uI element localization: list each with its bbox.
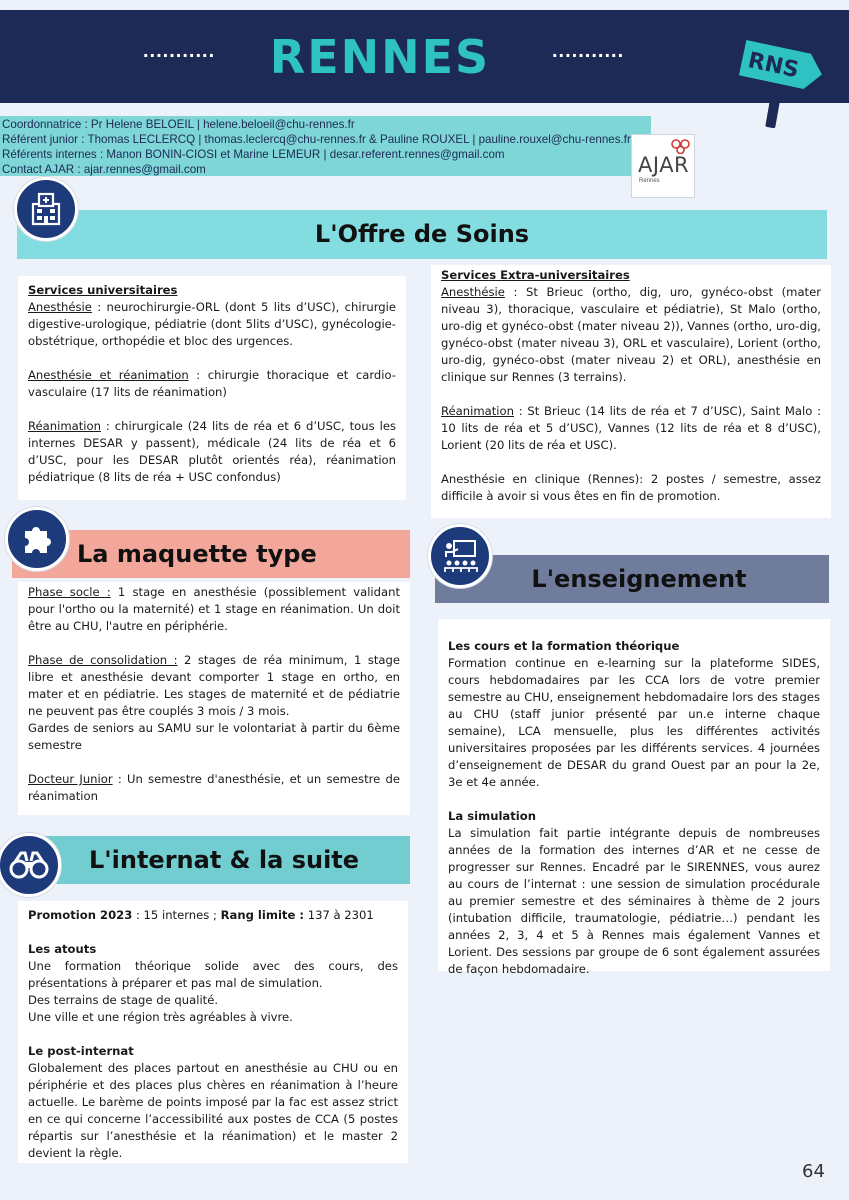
atouts-heading: Les atouts	[28, 942, 97, 956]
atout-item: Une ville et une région très agréables à vivre.	[28, 1010, 293, 1024]
services-extra-universitaires-box	[431, 265, 831, 518]
univ-reanimation: Réanimation : chirurgicale (24 lits de réa et 6 d’USC, tous les internes DESAR y passent), médicale (24 lits de réa et 6 d’USC, pour les DESAR plutôt orientés réa), réanimation pédiatrique (8 lits de réa + USC confondus)	[28, 419, 396, 484]
header-dots-left: ...........	[143, 40, 216, 62]
extra-anesthesie: Anesthésie : St Brieuc (ortho, dig, uro, gynéco-obst (mater niveau 3), thoracique, vasculaire et pédiatrie), St Malo (ortho, uro-dig et gynéco-obst (mater niveau 2)), Vannes (ortho, uro-dig, gynéco-obst (mater niveau 3), ORL et vasculaire), Lorient (ortho, uro-dig, gynéco-obst (mater niveau 2) et ORL), anesthésie en clinique sur Rennes (3 terrains).	[441, 285, 821, 384]
enseignement-box	[438, 619, 830, 976]
section-title-offre: L'Offre de Soins	[17, 210, 827, 259]
univ-anesthesie-reanimation: Anesthésie et réanimation : chirurgie thoracique et cardio-vasculaire (17 lits de réanimation)	[28, 368, 396, 399]
maquette-consolidation: Phase de consolidation : 2 stages de réa minimum, 1 stage libre et anesthésie devant comporter 1 stage en ortho, en mater et en pédiatrie. Les stages de maternité et de pédiatrie ne peuvent pas être couplés 3 mois / 3 mois.	[28, 653, 401, 718]
section-title-enseignement: L'enseignement	[435, 555, 829, 603]
hospital-icon	[14, 177, 78, 241]
cours-heading: Les cours et la formation théorique	[448, 639, 680, 653]
maquette-box	[18, 582, 410, 815]
section-title-internat: L'internat & la suite	[17, 836, 410, 884]
contact-referent-junior: Référent junior : Thomas LECLERCQ | thomas.leclercq@chu-rennes.fr & Pauline ROUXEL | pauline.rouxel@chu-rennes.fr	[2, 133, 631, 146]
maquette-docteur-junior: Docteur Junior : Un semestre d'anesthésie, et un semestre de réanimation	[28, 772, 401, 803]
cours-text: Formation continue en e-learning sur la plateforme SIDES, cours hebdomadaires par les CCA lors de votre premier semestre au CHU, enseignement hebdomadaire lors des stages au CHU (staff junior présenté par un.e interne chaque semaine), LCA mensuelle, plus les différentes activités universitaires proposées par les différents services. 4 journées d’enseignement de DESAR du grand Ouest par an pour la 2e, 3e et 4e année.	[448, 656, 820, 789]
binoculars-icon	[0, 833, 61, 897]
signpost-icon	[732, 30, 832, 128]
contacts-block	[0, 116, 651, 176]
promotion-line: Promotion 2023 : 15 internes ; Rang limite : 137 à 2301	[28, 908, 374, 922]
univ-anesthesie: Anesthésie : neurochirurgie-ORL (dont 5 lits d’USC), chirurgie digestive-urologique, pédiatrie (dont 5lits d’USC), gynécologie-obstétrique, orthopédie et bloc des urgences.	[28, 300, 396, 348]
ajar-logo	[631, 134, 695, 198]
post-internat-text: Globalement des places partout en anesthésie au CHU ou en périphérie et des places plus chères en réanimation à l’heure actuelle. Le barème de points imposé par la fac est assez strict en ce qui concerne l’accessibilité aux postes de CCA (5 postes répartis sur l’anesthésie et la réanimation) et le master 2 devient la règle.	[28, 1061, 398, 1160]
logo-name: AJAR	[638, 153, 690, 177]
univ-heading: Services universitaires	[28, 283, 178, 297]
simulation-heading: La simulation	[448, 809, 536, 823]
contact-ajar: Contact AJAR : ajar.rennes@gmail.com	[2, 163, 206, 176]
page-title: RENNES	[269, 30, 491, 84]
contact-referents-internes: Référents internes : Manon BONIN-CIOSI et Marine LEMEUR | desar.referent.rennes@gmail.com	[2, 148, 505, 161]
atout-item: Une formation théorique solide avec des cours, des présentations à préparer et pas mal de simulation.	[28, 959, 398, 990]
simulation-text: La simulation fait partie intégrante depuis de nombreuses années de la formation des internes d’AR et ne cesse de progresser sur Rennes. Encadré par le SIRENNES, vous aurez au cours de l’internat : une session de simulation procédurale au premier semestre et des séminaires à thème de 2 jours (intubation difficile, traumatologie, pédiatrie…) pendant les années 2, 3, 4 et 5 à Rennes mais également Vannes et Lorient. Des sessions par groupe de 6 sont également assurées de façon hebdomadaire.	[448, 826, 820, 976]
contact-coordonnatrice: Coordonnatrice : Pr Helene BELOEIL | helene.beloeil@chu-rennes.fr	[2, 118, 355, 131]
extra-clinique: Anesthésie en clinique (Rennes): 2 postes / semestre, assez difficile à avoir si vous êtes en fin de promotion.	[441, 472, 821, 503]
header-banner	[0, 10, 849, 103]
page-number: 64	[802, 1161, 825, 1182]
internat-box	[18, 901, 408, 1163]
extra-heading: Services Extra-universitaires	[441, 268, 630, 282]
post-internat-heading: Le post-internat	[28, 1044, 134, 1058]
triskel-icon	[670, 138, 692, 154]
classroom-icon	[428, 524, 492, 588]
logo-sub: Rennes	[639, 178, 660, 184]
maquette-socle: Phase socle : 1 stage en anesthésie (possiblement validant pour l'ortho ou la maternité) et 1 stage en réanimation. Un doit être au CHU, l'autre en périphérie.	[28, 585, 400, 633]
section-title-maquette: La maquette type	[12, 530, 410, 578]
sign-text: RNS	[745, 48, 801, 84]
maquette-gardes: Gardes de seniors au SAMU sur le volontariat à partir du 6ème semestre	[28, 721, 400, 752]
puzzle-icon	[5, 507, 69, 571]
header-dots-right: ...........	[552, 40, 625, 62]
atout-item: Des terrains de stage de qualité.	[28, 993, 219, 1007]
services-universitaires-box	[18, 276, 406, 500]
extra-reanimation: Réanimation : St Brieuc (14 lits de réa et 7 d’USC), Saint Malo : 10 lits de réa et 5 d’USC), Vannes (12 lits de réa et 8 d’USC), Lorient (20 lits de réa et USC).	[441, 404, 821, 452]
